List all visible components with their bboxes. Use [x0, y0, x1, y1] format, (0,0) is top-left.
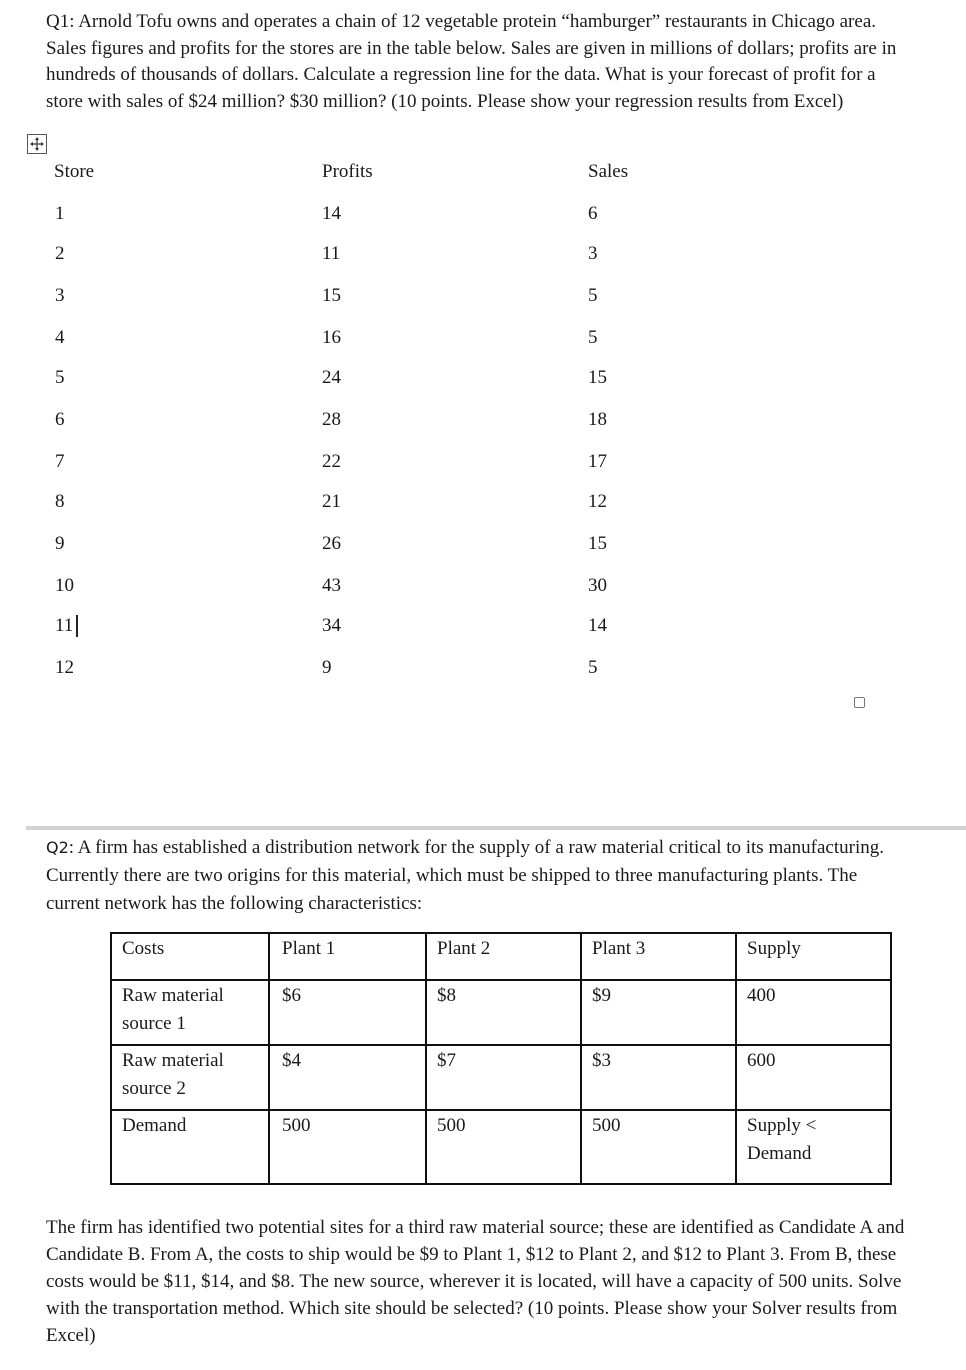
table-resize-icon[interactable] — [854, 697, 865, 708]
table-row — [111, 980, 891, 1045]
sales-cell: 14 — [588, 615, 607, 636]
profits-cell: 14 — [322, 203, 341, 224]
sales-cell: 5 — [588, 285, 598, 306]
sales-cell: 5 — [588, 657, 598, 678]
sales-cell: 12 — [588, 491, 607, 512]
profits-cell: 22 — [322, 451, 341, 472]
sales-cell: 5 — [588, 327, 598, 348]
sales-cell: 30 — [588, 575, 607, 596]
store-cell: 4 — [55, 327, 65, 348]
supply-demand-note: Supply < Demand — [736, 1110, 891, 1184]
q2-question — [46, 834, 906, 918]
row-label-cell: Raw material source 2 — [111, 1045, 269, 1110]
row-label-cell: Demand — [111, 1110, 269, 1184]
store-cell: 12 — [55, 657, 74, 678]
q1-question: Q1: Arnold Tofu owns and operates a chain of 12 vegetable protein “hamburger” restaurants in Chicago area. Sales figures and profits for the stores are in the table below. Sales are given in millions of dollars; profits are in hundreds of thousands of dollars. Calculate a regression line for the data. What is your forecast of profit for a store with sales of $24 million? $30 million? (10 points. Please show your regression results from Excel) — [46, 11, 897, 112]
profits-cell: 11 — [322, 243, 341, 264]
sales-cell: 17 — [588, 451, 607, 472]
store-cell: 3 — [55, 285, 65, 306]
cost-table — [110, 932, 892, 1185]
table-row — [111, 933, 891, 980]
supply-cell: 400 — [736, 980, 891, 1045]
store-header: Store — [54, 161, 95, 182]
sales-cell: 15 — [588, 367, 607, 388]
demand-cell: 500 — [269, 1110, 426, 1184]
profits-cell: 26 — [322, 533, 341, 554]
profits-header: Profits — [322, 161, 373, 182]
sales-cell: 3 — [588, 243, 598, 264]
row-label-cell: Raw material source 1 — [111, 980, 269, 1045]
demand-cell: 500 — [426, 1110, 581, 1184]
cost-cell: $3 — [581, 1045, 736, 1110]
plant-3-header: Plant 3 — [581, 933, 736, 980]
table-row — [111, 1045, 891, 1110]
store-cell: 2 — [55, 243, 65, 264]
profits-cell: 28 — [322, 409, 341, 430]
plant-1-header: Plant 1 — [269, 933, 426, 980]
cost-cell: $9 — [581, 980, 736, 1045]
q2-followup: The firm has identified two potential sites for a third raw material source; these are identified as Candidate A and Candidate B. From A, the costs to ship would be $9 to Plant 1, $12 to Plant 2, and $12 to Plant 3. From B, these costs would be $11, $14, and $8. The new source, wherever it is located, will have a capacity of 500 units. Solve with the transportation method. Which site should be selected? (10 points. Please show your Solver results from Excel) — [46, 1217, 905, 1346]
profits-cell: 9 — [322, 657, 332, 678]
profits-cell: 34 — [322, 615, 341, 636]
store-cell: 9 — [55, 533, 65, 554]
cost-cell: $7 — [426, 1045, 581, 1110]
sales-header: Sales — [588, 161, 629, 182]
table-row — [111, 1110, 891, 1184]
plant-2-header: Plant 2 — [426, 933, 581, 980]
profits-cell: 21 — [322, 491, 341, 512]
costs-header: Costs — [111, 933, 269, 980]
profits-cell: 43 — [322, 575, 341, 596]
sales-cell: 6 — [588, 203, 598, 224]
move-arrows-icon[interactable] — [27, 134, 47, 154]
page-divider — [26, 826, 966, 830]
sales-cell: 18 — [588, 409, 607, 430]
profits-cell: 24 — [322, 367, 341, 388]
cost-cell: $8 — [426, 980, 581, 1045]
store-cell: 7 — [55, 451, 65, 472]
supply-cell: 600 — [736, 1045, 891, 1110]
store-cell: 6 — [55, 409, 65, 430]
cost-cell: $6 — [269, 980, 426, 1045]
profits-cell: 15 — [322, 285, 341, 306]
cost-cell: $4 — [269, 1045, 426, 1110]
q2-label: Q2 — [46, 838, 69, 857]
q2-text: : A firm has established a distribution network for the supply of a raw material critical to its manufacturing. Currently there are two origins for this material, which must be shipped to three manufacturing plants. The current network has the following characteristics: — [46, 837, 884, 914]
sales-cell: 15 — [588, 533, 607, 554]
store-cell: 11 — [55, 615, 74, 636]
store-cell: 10 — [55, 575, 74, 596]
store-cell: 8 — [55, 491, 65, 512]
supply-header: Supply — [736, 933, 891, 980]
profits-cell: 16 — [322, 327, 341, 348]
store-cell: 1 — [55, 203, 65, 224]
store-cell: 5 — [55, 367, 65, 388]
text-cursor — [76, 615, 78, 637]
demand-cell: 500 — [581, 1110, 736, 1184]
